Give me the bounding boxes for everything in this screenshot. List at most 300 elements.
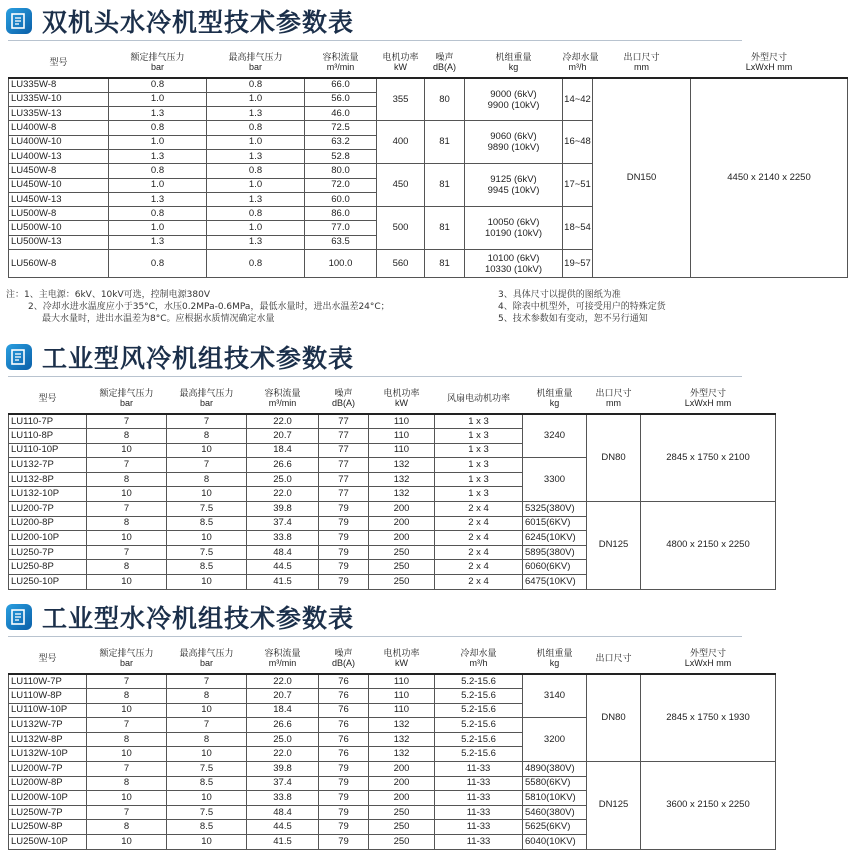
- header-unit: LxWxH mm: [684, 397, 732, 408]
- column-header: [523, 642, 587, 674]
- table-cell: 8: [87, 689, 167, 704]
- column-header: [465, 46, 563, 78]
- table-cell: 10: [167, 443, 247, 458]
- column-header: [247, 382, 319, 414]
- section-3-title: 工业型水冷机组技术参数表: [42, 604, 355, 633]
- table-cell: LU500W-13: [9, 235, 109, 249]
- header-label: 机组重量: [495, 51, 532, 62]
- table-cell: 1.0: [207, 92, 305, 106]
- table-cell: 5.2-15.6: [435, 732, 523, 747]
- table-cell: 250: [369, 835, 435, 850]
- header-unit: dB(A): [331, 397, 355, 408]
- motor-power-cell: 500: [377, 207, 425, 250]
- table-cell: 5.2-15.6: [435, 718, 523, 733]
- column-header: [593, 46, 691, 78]
- table-cell: 200: [369, 776, 435, 791]
- header-unit: dB(A): [331, 657, 355, 668]
- table-cell: LU110-10P: [9, 443, 87, 458]
- motor-power-cell: 400: [377, 121, 425, 164]
- weight-6kv: 9060 (6kV): [490, 131, 537, 143]
- table-cell: 250: [369, 560, 435, 575]
- header-label: 出口尺寸: [595, 387, 632, 398]
- dimensions-cell: 4450 x 2140 x 2250: [691, 78, 848, 278]
- table-cell: 132: [369, 472, 435, 487]
- table-cell: 79: [319, 805, 369, 820]
- column-header: [369, 642, 435, 674]
- table-cell: 22.0: [247, 487, 319, 502]
- column-header: [691, 46, 848, 78]
- weight-10kv: 9890 (10kV): [487, 142, 540, 154]
- table-cell: 7.5: [167, 762, 247, 777]
- table-cell: 7: [167, 674, 247, 689]
- header-label: 噪声: [334, 647, 353, 658]
- table-cell: 0.8: [207, 250, 305, 278]
- header-label: 出口尺寸: [623, 51, 660, 62]
- table-cell: 76: [319, 747, 369, 762]
- table-cell: 2 x 4: [435, 560, 523, 575]
- table-cell: 79: [319, 820, 369, 835]
- header-unit: bar: [119, 657, 133, 668]
- table-cell: 7: [87, 414, 167, 429]
- dimensions-cell: 4800 x 2150 x 2250: [641, 502, 776, 590]
- outlet-cell: DN80: [587, 414, 641, 502]
- weight-cell: 3300: [523, 458, 587, 502]
- table-cell: 37.4: [247, 516, 319, 531]
- section-2-header: [6, 340, 354, 374]
- column-header: [435, 642, 523, 674]
- header-label: 机组重量: [536, 387, 573, 398]
- header-label: 型号: [38, 652, 57, 663]
- table-cell: LU250-7P: [9, 545, 87, 560]
- table-cell: 1.3: [207, 107, 305, 121]
- weight-6kv: 9125 (6kV): [490, 174, 537, 186]
- table-cell: 7: [87, 805, 167, 820]
- table-cell: 8: [87, 472, 167, 487]
- dimensions-cell: 2845 x 1750 x 1930: [641, 674, 776, 762]
- outlet-cell: DN125: [587, 762, 641, 850]
- section-1-notes: [6, 289, 746, 329]
- table-cell: 10: [167, 703, 247, 718]
- header-unit: dB(A): [432, 61, 456, 72]
- table-cell: LU110-7P: [9, 414, 87, 429]
- water-flow-cell: 14~42: [563, 78, 593, 121]
- table-row: [9, 502, 776, 517]
- note-line: 最大水量时，进出水温差为8°C。应根据水质情况确定水量: [42, 314, 275, 324]
- table-cell: 8: [87, 560, 167, 575]
- table-cell: 0.8: [109, 78, 207, 92]
- table-cell: 7: [87, 718, 167, 733]
- table-cell: 250: [369, 545, 435, 560]
- section-1-header: [6, 4, 354, 38]
- table-cell: 0.8: [207, 207, 305, 221]
- section-1-title: 双机头水冷机型技术参数表: [42, 8, 355, 37]
- note-line: 注：1、主电源：6kV、10kV可选，控制电源380V: [6, 290, 210, 300]
- note-line: 2、冷却水进水温度应小于35°C，水压0.2MPa-0.6MPa，最低水量时，进出水温差24°C；: [28, 302, 390, 312]
- header-unit: bar: [199, 657, 213, 668]
- table-cell: 1 x 3: [435, 429, 523, 444]
- table-cell: 79: [319, 502, 369, 517]
- table-cell: 11-33: [435, 835, 523, 850]
- table-cell: 18.4: [247, 443, 319, 458]
- table-cell: 11-33: [435, 776, 523, 791]
- header-unit: LxWxH mm: [684, 657, 732, 668]
- table-cell: LU132-7P: [9, 458, 87, 473]
- table-cell: 86.0: [305, 207, 377, 221]
- header-label: 型号: [38, 392, 57, 403]
- weight-cell: [465, 207, 563, 250]
- table-cell: 2 x 4: [435, 575, 523, 590]
- table-cell: 10: [167, 747, 247, 762]
- noise-cell: 81: [425, 121, 465, 164]
- table-cell: 77: [319, 487, 369, 502]
- weight-cell: 5580(6KV): [523, 776, 587, 791]
- noise-cell: 81: [425, 207, 465, 250]
- header-unit: kg: [508, 61, 519, 72]
- table-cell: 7.5: [167, 502, 247, 517]
- table-cell: LU335W-8: [9, 78, 109, 92]
- table-cell: 8: [87, 776, 167, 791]
- header-unit: m³/min: [268, 397, 297, 408]
- column-header: [167, 382, 247, 414]
- table-cell: 79: [319, 762, 369, 777]
- table-cell: 72.5: [305, 121, 377, 135]
- table-cell: 5.2-15.6: [435, 674, 523, 689]
- table-cell: 79: [319, 560, 369, 575]
- header-unit: mm: [606, 397, 621, 408]
- table-cell: 1 x 3: [435, 414, 523, 429]
- table-cell: 0.8: [207, 121, 305, 135]
- table-cell: LU335W-10: [9, 92, 109, 106]
- weight-cell: 3200: [523, 718, 587, 762]
- column-header: [523, 382, 587, 414]
- weight-cell: 6040(10KV): [523, 835, 587, 850]
- table-cell: 132: [369, 458, 435, 473]
- table-cell: 79: [319, 776, 369, 791]
- table-cell: LU200W-8P: [9, 776, 87, 791]
- table-cell: 10: [167, 791, 247, 806]
- weight-cell: [465, 250, 563, 278]
- header-unit: bar: [150, 61, 164, 72]
- table-cell: 2 x 4: [435, 531, 523, 546]
- weight-cell: 3140: [523, 674, 587, 718]
- column-header: [207, 46, 305, 78]
- table-cell: LU200-8P: [9, 516, 87, 531]
- table-cell: 10: [87, 443, 167, 458]
- table-cell: LU250-8P: [9, 560, 87, 575]
- outlet-cell: DN125: [587, 502, 641, 590]
- table-cell: LU450W-13: [9, 192, 109, 206]
- table-cell: LU250-10P: [9, 575, 87, 590]
- table-cell: 41.5: [247, 575, 319, 590]
- table-cell: 200: [369, 791, 435, 806]
- table-cell: 0.8: [207, 164, 305, 178]
- table-cell: LU132-8P: [9, 472, 87, 487]
- header-label: 外型尺寸: [750, 51, 787, 62]
- table-industrial-air-cooled: [8, 382, 776, 590]
- table-cell: 79: [319, 791, 369, 806]
- table-cell: 76: [319, 703, 369, 718]
- table-cell: 200: [369, 762, 435, 777]
- table-cell: 10: [87, 747, 167, 762]
- header-unit: kg: [549, 657, 560, 668]
- column-header: [109, 46, 207, 78]
- table-cell: LU110W-10P: [9, 703, 87, 718]
- weight-cell: 5460(380V): [523, 805, 587, 820]
- table-cell: 5.2-15.6: [435, 689, 523, 704]
- column-header: [167, 642, 247, 674]
- section-2-rule: [8, 376, 742, 377]
- motor-power-cell: 355: [377, 78, 425, 121]
- header-label: 出口尺寸: [595, 652, 632, 663]
- document-icon: [6, 604, 32, 630]
- table-cell: LU500W-8: [9, 207, 109, 221]
- table-cell: 79: [319, 531, 369, 546]
- table-cell: 7.5: [167, 545, 247, 560]
- table-cell: 132: [369, 747, 435, 762]
- table-cell: 39.8: [247, 502, 319, 517]
- header-label: 电机功率: [383, 647, 420, 658]
- table-cell: 8: [167, 689, 247, 704]
- table-cell: 52.8: [305, 149, 377, 163]
- column-header: [87, 382, 167, 414]
- header-label: 噪声: [334, 387, 353, 398]
- note-line: 3、具体尺寸以提供的图纸为准: [498, 290, 621, 300]
- table-cell: 63.2: [305, 135, 377, 149]
- table-cell: 76: [319, 674, 369, 689]
- weight-cell: [465, 121, 563, 164]
- dimensions-cell: 2845 x 1750 x 2100: [641, 414, 776, 502]
- table-cell: LU450W-10: [9, 178, 109, 192]
- table-cell: 79: [319, 545, 369, 560]
- column-header: [319, 642, 369, 674]
- table-cell: 26.6: [247, 458, 319, 473]
- table-cell: 39.8: [247, 762, 319, 777]
- table-cell: LU132-10P: [9, 487, 87, 502]
- table-cell: 63.5: [305, 235, 377, 249]
- table-cell: 110: [369, 414, 435, 429]
- header-label: 机组重量: [536, 647, 573, 658]
- table-cell: 7: [87, 458, 167, 473]
- column-header: [9, 46, 109, 78]
- table-cell: LU200-10P: [9, 531, 87, 546]
- header-unit: bar: [119, 397, 133, 408]
- table-cell: LU200-7P: [9, 502, 87, 517]
- table-cell: 1.0: [109, 92, 207, 106]
- column-header: [377, 46, 425, 78]
- table-cell: 1.0: [207, 178, 305, 192]
- table-cell: 2 x 4: [435, 502, 523, 517]
- note-line: 4、除表中机型外，可接受用户的特殊定货: [498, 302, 666, 312]
- table-cell: 250: [369, 820, 435, 835]
- table-cell: 5.2-15.6: [435, 747, 523, 762]
- table-cell: 1 x 3: [435, 472, 523, 487]
- column-header: [425, 46, 465, 78]
- table-cell: 80.0: [305, 164, 377, 178]
- table-cell: LU400W-13: [9, 149, 109, 163]
- weight-cell: 5810(10KV): [523, 791, 587, 806]
- weight-6kv: 10050 (6kV): [487, 217, 540, 229]
- header-label: 额定排气压力: [130, 51, 185, 62]
- header-label: 额定排气压力: [99, 387, 154, 398]
- table-cell: 76: [319, 689, 369, 704]
- column-header: [87, 642, 167, 674]
- table-cell: 1.3: [109, 149, 207, 163]
- table-cell: 77: [319, 472, 369, 487]
- section-3-rule: [8, 636, 742, 637]
- outlet-cell: DN150: [593, 78, 691, 278]
- table-cell: 110: [369, 674, 435, 689]
- header-unit: mm: [634, 61, 649, 72]
- header-label: 风扇电动机功率: [446, 392, 510, 403]
- column-header: [641, 382, 776, 414]
- water-flow-cell: 17~51: [563, 164, 593, 207]
- header-label: 电机功率: [383, 387, 420, 398]
- header-unit: m³/h: [568, 61, 587, 72]
- table-cell: 132: [369, 732, 435, 747]
- dimensions-cell: 3600 x 2150 x 2250: [641, 762, 776, 850]
- column-header: [641, 642, 776, 674]
- table-cell: 110: [369, 429, 435, 444]
- header-label: 噪声: [435, 51, 454, 62]
- header-label: 最高排气压力: [228, 51, 283, 62]
- table-cell: 200: [369, 502, 435, 517]
- noise-cell: 80: [425, 78, 465, 121]
- table-cell: 7.5: [167, 805, 247, 820]
- table-cell: LU250W-7P: [9, 805, 87, 820]
- table-cell: 7: [87, 545, 167, 560]
- weight-cell: 6060(6KV): [523, 560, 587, 575]
- table-cell: 77: [319, 443, 369, 458]
- table-cell: 8: [87, 732, 167, 747]
- table-cell: 1 x 3: [435, 458, 523, 473]
- table-cell: 1.0: [207, 135, 305, 149]
- header-label: 容积流量: [322, 51, 359, 62]
- table-cell: 7: [87, 674, 167, 689]
- table-cell: 7: [167, 458, 247, 473]
- table-cell: 110: [369, 703, 435, 718]
- table-cell: LU250W-8P: [9, 820, 87, 835]
- table-cell: LU450W-8: [9, 164, 109, 178]
- table-cell: 1.0: [207, 221, 305, 235]
- table-cell: 8: [87, 516, 167, 531]
- table-cell: 76: [319, 732, 369, 747]
- header-label: 额定排气压力: [99, 647, 154, 658]
- table-cell: 1 x 3: [435, 487, 523, 502]
- table-industrial-water-cooled: [8, 642, 776, 850]
- table-row: [9, 762, 776, 777]
- table-cell: 10: [167, 531, 247, 546]
- table-cell: 200: [369, 531, 435, 546]
- table-cell: 8.5: [167, 560, 247, 575]
- header-unit: m³/min: [268, 657, 297, 668]
- table-cell: 1.3: [207, 149, 305, 163]
- header-unit: kW: [395, 397, 408, 408]
- table-cell: 250: [369, 575, 435, 590]
- weight-cell: 5325(380V): [523, 502, 587, 517]
- note-line: 5、技术参数如有变动，恕不另行通知: [498, 314, 648, 324]
- table-cell: 0.8: [109, 207, 207, 221]
- header-label: 外型尺寸: [689, 387, 726, 398]
- table-cell: 5.2-15.6: [435, 703, 523, 718]
- weight-10kv: 10330 (10kV): [484, 263, 543, 275]
- table-cell: 7: [87, 502, 167, 517]
- table-cell: 37.4: [247, 776, 319, 791]
- table-cell: 66.0: [305, 78, 377, 92]
- table-cell: 79: [319, 516, 369, 531]
- table-cell: 8: [87, 429, 167, 444]
- table-cell: 1 x 3: [435, 443, 523, 458]
- column-header: [319, 382, 369, 414]
- table-cell: 22.0: [247, 747, 319, 762]
- header-unit: kg: [549, 397, 560, 408]
- table-cell: 10: [87, 703, 167, 718]
- table-cell: 8.5: [167, 820, 247, 835]
- table-dual-head-water-cooled: [8, 46, 848, 278]
- column-header: [305, 46, 377, 78]
- table-cell: 76: [319, 718, 369, 733]
- table-cell: 2 x 4: [435, 516, 523, 531]
- outlet-cell: DN80: [587, 674, 641, 762]
- column-header: [369, 382, 435, 414]
- header-label: 电机功率: [382, 51, 419, 62]
- column-header: [587, 382, 641, 414]
- weight-6kv: 10100 (6kV): [487, 252, 540, 264]
- table-cell: LU110W-8P: [9, 689, 87, 704]
- table-cell: 10: [167, 835, 247, 850]
- water-flow-cell: 16~48: [563, 121, 593, 164]
- table-cell: 8: [167, 732, 247, 747]
- table-cell: 10: [167, 487, 247, 502]
- table-cell: 1.0: [109, 135, 207, 149]
- table-cell: 7: [167, 718, 247, 733]
- header-label: 容积流量: [264, 647, 301, 658]
- weight-6kv: 9000 (6kV): [490, 88, 537, 100]
- table-row: [9, 674, 776, 689]
- header-unit: m³/h: [469, 657, 488, 668]
- weight-10kv: 9945 (10kV): [487, 185, 540, 197]
- table-cell: 1.0: [109, 178, 207, 192]
- table-cell: 22.0: [247, 414, 319, 429]
- weight-cell: 3240: [523, 414, 587, 458]
- table-cell: 10: [87, 487, 167, 502]
- table-cell: 72.0: [305, 178, 377, 192]
- table-cell: 132: [369, 487, 435, 502]
- column-header: [587, 642, 641, 674]
- table-cell: LU132W-7P: [9, 718, 87, 733]
- table-cell: 20.7: [247, 429, 319, 444]
- table-cell: 2 x 4: [435, 545, 523, 560]
- table-cell: 110: [369, 443, 435, 458]
- table-cell: 200: [369, 516, 435, 531]
- table-cell: 10: [87, 791, 167, 806]
- weight-cell: 4890(380V): [523, 762, 587, 777]
- weight-cell: 6475(10KV): [523, 575, 587, 590]
- weight-cell: 6245(10KV): [523, 531, 587, 546]
- table-cell: LU110W-7P: [9, 674, 87, 689]
- table-cell: 25.0: [247, 732, 319, 747]
- header-label: 冷却水量: [562, 51, 599, 62]
- table-row: [9, 78, 848, 92]
- table-cell: 44.5: [247, 820, 319, 835]
- table-cell: 60.0: [305, 192, 377, 206]
- weight-cell: 5625(6KV): [523, 820, 587, 835]
- table-cell: 77.0: [305, 221, 377, 235]
- header-unit: LxWxH mm: [745, 61, 793, 72]
- table-cell: LU500W-10: [9, 221, 109, 235]
- table-cell: 1.3: [109, 235, 207, 249]
- column-header: [9, 382, 87, 414]
- section-3-header: [6, 600, 354, 634]
